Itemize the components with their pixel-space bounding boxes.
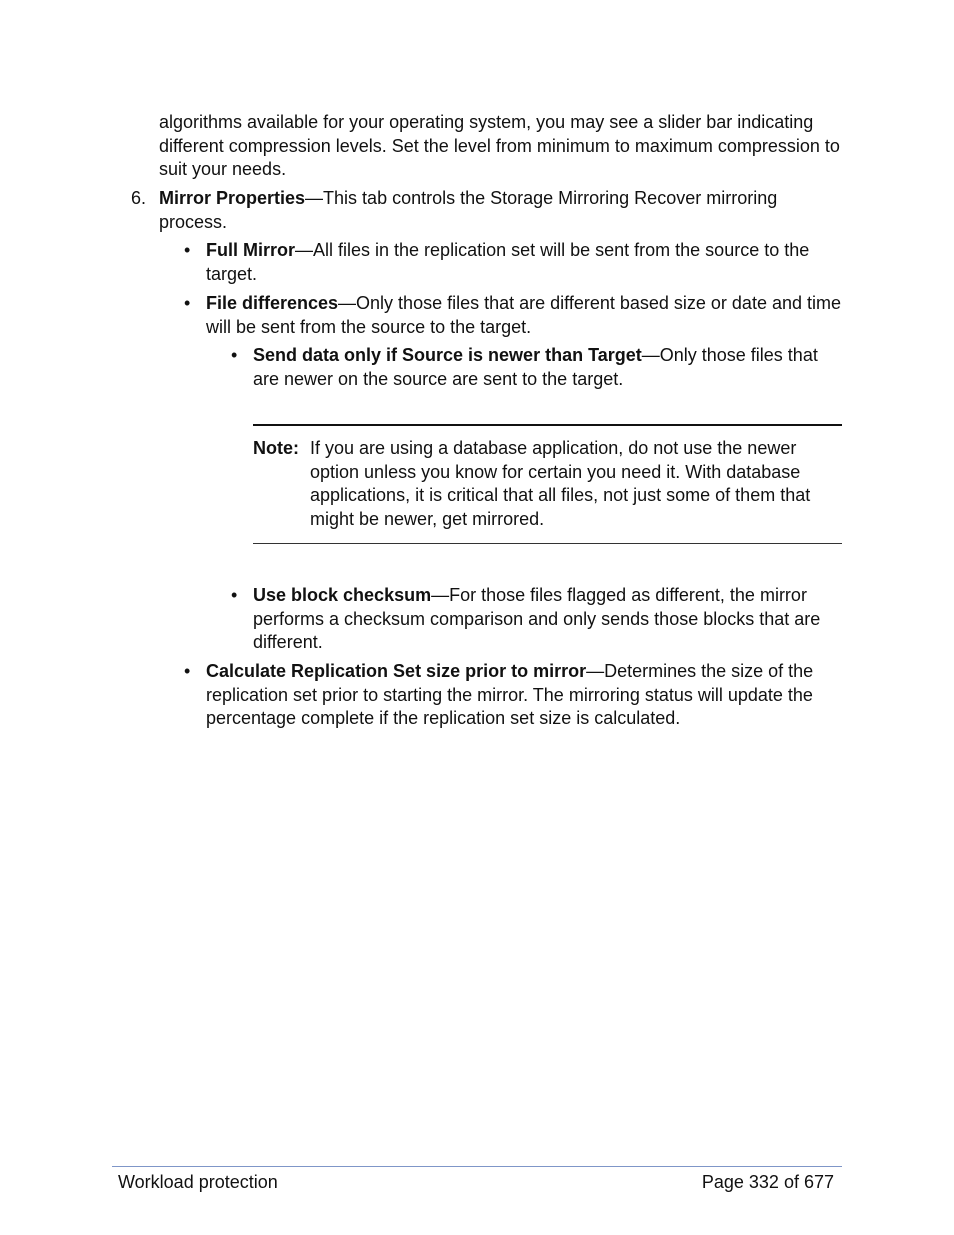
bullet-title: Use block checksum (253, 585, 432, 605)
list-item-text (159, 187, 849, 234)
bullet-description: —For those files flagged as different, the mirror performs a checksum comparison and only sends those blocks that are different. (253, 585, 821, 652)
bullet-icon: • (184, 240, 191, 260)
bullet-title: Send data only if Source is newer than Target (253, 345, 642, 365)
note-label: Note: (253, 438, 299, 458)
bullet-icon: • (184, 661, 191, 681)
footer-page-number: Page 332 of 677 (701, 1172, 834, 1192)
bullet-text (253, 584, 845, 655)
bullet-title: Full Mirror (206, 240, 295, 260)
bullet-text (253, 344, 845, 391)
bullet-description: —Only those files that are different based size or date and time will be sent from the source to the target. (206, 293, 841, 337)
bullet-icon: • (184, 293, 191, 313)
bullet-icon: • (231, 345, 238, 365)
footer-divider (112, 1166, 842, 1167)
note-divider-bottom (253, 543, 842, 544)
bullet-text (206, 292, 846, 339)
bullet-icon: • (231, 585, 238, 605)
bullet-text (206, 660, 846, 731)
bullet-description: —All files in the replication set will be sent from the source to the target. (206, 240, 810, 284)
note-text: If you are using a database application, do not use the newer option unless you know for certain you need it. With database applications, it is critical that all files, not just some of them that might be newer, get mirrored. (310, 438, 811, 529)
list-number: 6. (131, 188, 147, 208)
item-description: —This tab controls the Storage Mirroring Recover mirroring process. (159, 188, 778, 232)
continuation-paragraph: algorithms available for your operating system, you may see a slider bar indicating different compression levels. Set the level from minimum to maximum compression to suit your needs. (159, 112, 840, 179)
note-divider-top (253, 424, 842, 426)
bullet-description: —Only those files that are newer on the source are sent to the target. (253, 345, 818, 389)
footer-section-title: Workload protection (118, 1172, 278, 1192)
bullet-title: Calculate Replication Set size prior to mirror (206, 661, 587, 681)
bullet-title: File differences (206, 293, 339, 313)
bullet-description: —Determines the size of the replication set prior to starting the mirror. The mirroring status will update the percentage complete if the replication set size is calculated. (206, 661, 814, 728)
bullet-text (206, 239, 846, 286)
item-title: Mirror Properties (159, 188, 306, 208)
